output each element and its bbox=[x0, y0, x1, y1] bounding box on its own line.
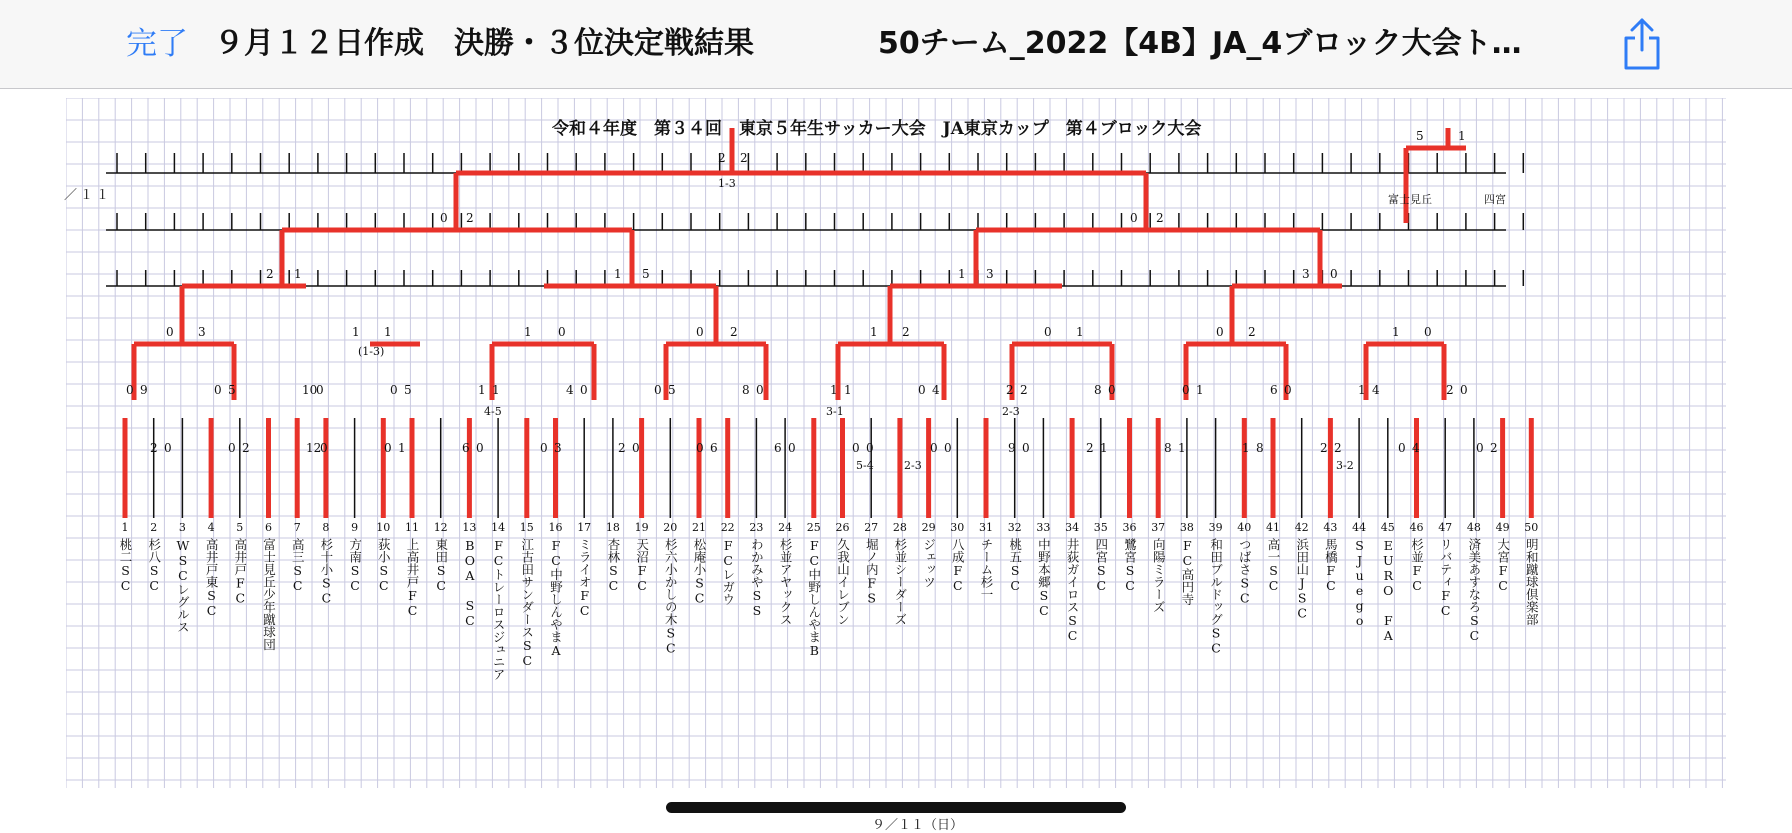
team-name: BOA SC bbox=[462, 538, 478, 628]
team-number: 19 bbox=[634, 521, 649, 534]
team-entry bbox=[232, 521, 248, 606]
round32-score: 6 bbox=[1270, 383, 1278, 397]
round32-score: 4 bbox=[1372, 383, 1380, 397]
third-place-team: 富士見丘 bbox=[1388, 193, 1432, 206]
team-entry bbox=[1495, 521, 1511, 593]
team-number: 44 bbox=[1352, 521, 1367, 534]
semifinal-score: 2 bbox=[466, 211, 474, 225]
round32-score: 0 bbox=[654, 383, 662, 397]
team-number: 4 bbox=[207, 521, 215, 534]
round64-score: 0 bbox=[384, 441, 392, 455]
team-name: FC中野しんやまB bbox=[806, 538, 822, 658]
team-entry bbox=[1294, 521, 1310, 621]
team-entry bbox=[1179, 521, 1195, 606]
team-name: 杉十小SC bbox=[318, 538, 334, 606]
quarterfinal-score: 1 bbox=[294, 267, 302, 281]
round16-pk: (1-3) bbox=[358, 345, 385, 358]
team-number: 38 bbox=[1179, 521, 1194, 534]
team-number: 46 bbox=[1409, 521, 1424, 534]
team-entry bbox=[519, 521, 535, 668]
final-score-right: 2 bbox=[740, 151, 748, 165]
round32-score: 8 bbox=[742, 383, 750, 397]
team-number: 27 bbox=[864, 521, 879, 534]
quarterfinal-score: 0 bbox=[1330, 267, 1338, 281]
team-name: 八成FC bbox=[950, 538, 966, 593]
team-name: 杉並アヤックス bbox=[778, 538, 794, 626]
round64-score: 3 bbox=[554, 441, 562, 455]
team-name: 済美あすなろSC bbox=[1466, 538, 1482, 643]
team-name: 富士見丘少年蹴球団 bbox=[261, 538, 277, 651]
team-entry bbox=[1236, 521, 1252, 606]
final-pk-score: 1-3 bbox=[718, 177, 736, 190]
share-button[interactable] bbox=[1618, 16, 1666, 72]
round16-score: 1 bbox=[524, 325, 532, 339]
team-entry bbox=[576, 521, 592, 618]
team-entry bbox=[748, 521, 764, 618]
team-entry bbox=[921, 521, 937, 588]
scroll-indicator[interactable] bbox=[666, 802, 1126, 813]
round64-score: 2 bbox=[1490, 441, 1498, 455]
quarterfinal-score: 3 bbox=[986, 267, 994, 281]
team-entry bbox=[203, 521, 219, 618]
round64-pk: 3-2 bbox=[1336, 459, 1354, 472]
round64-pk: 5-4 bbox=[856, 459, 874, 472]
round64-score: 0 bbox=[164, 441, 172, 455]
round64-pk: 2-3 bbox=[904, 459, 922, 472]
date-label-bottom: ９／１１（日） bbox=[872, 818, 964, 833]
quarterfinal-score: 1 bbox=[958, 267, 966, 281]
round64-score: 1 bbox=[1242, 441, 1250, 455]
round64-score: 1 bbox=[1178, 441, 1186, 455]
round32-score: 2 bbox=[1020, 383, 1028, 397]
team-entry bbox=[117, 521, 133, 593]
team-entry bbox=[1380, 521, 1396, 643]
team-name: 向陽ミラーズ bbox=[1151, 538, 1167, 613]
round64-score: 8 bbox=[1256, 441, 1264, 455]
quarterfinal-score: 5 bbox=[642, 267, 650, 281]
team-name: 高井戸FC bbox=[232, 538, 248, 606]
team-entry bbox=[1007, 521, 1023, 593]
team-name: 鷺宮SC bbox=[1122, 538, 1138, 593]
team-entry bbox=[835, 521, 851, 626]
round32-score: 0 bbox=[316, 383, 324, 397]
team-entry bbox=[1322, 521, 1338, 593]
team-number: 50 bbox=[1524, 521, 1539, 534]
round64-score: 0 bbox=[788, 441, 796, 455]
team-number: 25 bbox=[806, 521, 821, 534]
round16-score: 2 bbox=[1248, 325, 1256, 339]
round16-score: 1 bbox=[1392, 325, 1400, 339]
team-number: 11 bbox=[405, 521, 419, 534]
team-number: 8 bbox=[322, 521, 330, 534]
round32-score: 5 bbox=[668, 383, 676, 397]
round32-score: 4 bbox=[566, 383, 574, 397]
team-number: 32 bbox=[1007, 521, 1022, 534]
team-name: 浜田山JSC bbox=[1294, 538, 1310, 621]
round64-score: 2 bbox=[150, 441, 158, 455]
team-name: 荻小SC bbox=[376, 538, 392, 593]
team-number: 48 bbox=[1466, 521, 1481, 534]
round32-score: 0 bbox=[1284, 383, 1292, 397]
team-entry bbox=[949, 521, 965, 593]
toolbar bbox=[0, 0, 1792, 89]
round64-score: 2 bbox=[1334, 441, 1342, 455]
team-entry bbox=[978, 521, 994, 601]
team-number: 34 bbox=[1065, 521, 1080, 534]
team-entry bbox=[1035, 521, 1051, 618]
team-name: 杉並FC bbox=[1409, 538, 1425, 593]
team-name: 和田ブルドッグSC bbox=[1208, 538, 1224, 656]
team-entry bbox=[174, 521, 190, 633]
team-name: 桃五SC bbox=[1007, 538, 1023, 593]
round16-score: 3 bbox=[198, 325, 206, 339]
team-name: つばさSC bbox=[1237, 538, 1253, 606]
team-number: 7 bbox=[293, 521, 301, 534]
team-number: 30 bbox=[950, 521, 965, 534]
round32-score: 1 bbox=[492, 383, 500, 397]
round32-score: 5 bbox=[228, 383, 236, 397]
round64-score: 2 bbox=[1320, 441, 1328, 455]
round32-score: 10 bbox=[302, 383, 318, 397]
team-entry bbox=[1122, 521, 1138, 593]
round32-score: 0 bbox=[1108, 383, 1116, 397]
round16-score: 1 bbox=[352, 325, 360, 339]
team-number: 26 bbox=[835, 521, 850, 534]
team-name: SJuego bbox=[1352, 538, 1368, 628]
round64-score: 6 bbox=[774, 441, 782, 455]
team-name: 松庵小SC bbox=[692, 538, 707, 606]
team-name: 江古田サンダースSC bbox=[519, 538, 535, 668]
round32-pk: 3-1 bbox=[826, 405, 844, 418]
team-name: ジェッツ bbox=[921, 538, 937, 588]
quarterfinal-score: 2 bbox=[266, 267, 274, 281]
team-number: 37 bbox=[1151, 521, 1166, 534]
team-entry bbox=[892, 521, 908, 626]
team-number: 20 bbox=[663, 521, 678, 534]
team-entry bbox=[1064, 521, 1080, 643]
bracket-sheet bbox=[64, 98, 1726, 833]
quarterfinal-score: 3 bbox=[1302, 267, 1310, 281]
round64-score: 8 bbox=[1164, 441, 1172, 455]
team-name: 天沼FC bbox=[634, 538, 650, 593]
team-number: 40 bbox=[1237, 521, 1252, 534]
team-name: 東田SC bbox=[433, 538, 449, 593]
final-score-left: 2 bbox=[718, 151, 726, 165]
team-number: 5 bbox=[236, 521, 244, 534]
team-number: 42 bbox=[1294, 521, 1309, 534]
round64-score: 0 bbox=[1476, 441, 1484, 455]
round64-score: 0 bbox=[930, 441, 938, 455]
round16-score: 0 bbox=[1044, 325, 1052, 339]
team-number: 41 bbox=[1266, 521, 1280, 534]
team-name: リバティFC bbox=[1438, 538, 1454, 618]
team-name: 杏林SC bbox=[605, 538, 621, 593]
file-title: 50チーム_2022【4B】JA_4ブロック大会ト… bbox=[878, 26, 1522, 61]
team-entry bbox=[691, 521, 707, 606]
team-entry bbox=[1208, 521, 1224, 656]
third-place-score: 1 bbox=[1458, 129, 1466, 143]
team-number: 29 bbox=[921, 521, 936, 534]
team-name: 高三SC bbox=[290, 538, 306, 593]
team-number: 45 bbox=[1380, 521, 1395, 534]
semifinal-score: 2 bbox=[1156, 211, 1164, 225]
team-entry bbox=[461, 521, 477, 628]
round64-score: 0 bbox=[476, 441, 484, 455]
team-number: 35 bbox=[1093, 521, 1108, 534]
team-number: 14 bbox=[491, 521, 506, 534]
team-entry bbox=[261, 521, 277, 651]
round32-score: 1 bbox=[1358, 383, 1366, 397]
team-entry bbox=[1523, 521, 1539, 626]
round32-score: 1 bbox=[478, 383, 486, 397]
team-entry bbox=[1466, 521, 1482, 643]
team-number: 17 bbox=[577, 521, 592, 534]
team-number: 10 bbox=[376, 521, 391, 534]
document-title: ９月１２日作成 決勝・３位決定戦結果 bbox=[214, 26, 754, 61]
team-number: 31 bbox=[979, 521, 993, 534]
round64-score: 12 bbox=[306, 441, 322, 455]
round32-score: 8 bbox=[1094, 383, 1102, 397]
done-button[interactable]: 完了 bbox=[126, 26, 188, 62]
team-entry bbox=[146, 521, 162, 593]
round32-score: 0 bbox=[214, 383, 222, 397]
round32-score: 9 bbox=[140, 383, 148, 397]
third-place-team: 四宮 bbox=[1484, 193, 1506, 206]
team-number: 18 bbox=[605, 521, 620, 534]
team-entry bbox=[662, 521, 678, 656]
round16-score: 0 bbox=[1424, 325, 1432, 339]
round32-score: 4 bbox=[932, 383, 940, 397]
team-name: 高一SC bbox=[1266, 538, 1281, 593]
team-name: 馬橋FC bbox=[1323, 538, 1339, 593]
round64-score: 4 bbox=[1412, 441, 1420, 455]
team-entry bbox=[777, 521, 793, 626]
team-name: EURO FA bbox=[1380, 538, 1396, 643]
team-number: 23 bbox=[749, 521, 764, 534]
team-name: 中野本郷SC bbox=[1036, 538, 1052, 618]
team-number: 6 bbox=[265, 521, 272, 534]
team-name: ミライオFC bbox=[577, 538, 593, 618]
round16-score: 1 bbox=[384, 325, 392, 339]
round64-score: 0 bbox=[228, 441, 236, 455]
team-entry bbox=[548, 521, 564, 658]
round64-score: 6 bbox=[710, 441, 718, 455]
semifinal-score: 0 bbox=[440, 211, 448, 225]
team-name: 久我山イレブン bbox=[835, 538, 851, 626]
round16-score: 0 bbox=[558, 325, 566, 339]
round32-score: 0 bbox=[1182, 383, 1190, 397]
team-number: 15 bbox=[519, 521, 534, 534]
round64-score: 0 bbox=[632, 441, 640, 455]
team-entry bbox=[375, 521, 391, 593]
team-entry bbox=[318, 521, 334, 606]
team-name: FCトレーロスジュニア bbox=[491, 538, 507, 681]
team-name: 杉並シーダーズ bbox=[892, 538, 908, 626]
team-entry bbox=[347, 521, 363, 593]
team-number: 39 bbox=[1208, 521, 1223, 534]
team-number: 49 bbox=[1495, 521, 1510, 534]
team-number: 13 bbox=[462, 521, 477, 534]
quarterfinal-score: 1 bbox=[614, 267, 622, 281]
team-name: 明和蹴球倶楽部 bbox=[1524, 538, 1540, 626]
team-name: 上高井戸FC bbox=[405, 538, 420, 618]
round16-score: 0 bbox=[696, 325, 704, 339]
team-number: 16 bbox=[548, 521, 563, 534]
team-number: 12 bbox=[433, 521, 448, 534]
round32-score: 0 bbox=[580, 383, 588, 397]
round64-score: 0 bbox=[1022, 441, 1030, 455]
team-name: 井荻ガイロスSC bbox=[1065, 538, 1081, 643]
round16-score: 0 bbox=[166, 325, 174, 339]
team-entry bbox=[1093, 521, 1109, 593]
round64-score: 0 bbox=[1398, 441, 1406, 455]
round32-score: 0 bbox=[126, 383, 134, 397]
team-name: わかみやSS bbox=[749, 538, 765, 618]
team-number: 47 bbox=[1438, 521, 1453, 534]
round16-score: 2 bbox=[730, 325, 738, 339]
team-entry bbox=[490, 521, 506, 681]
team-entry bbox=[404, 521, 420, 618]
round32-score: 2 bbox=[1446, 383, 1454, 397]
team-entry bbox=[1150, 521, 1166, 613]
round32-score: 1 bbox=[830, 383, 838, 397]
third-place-score: 5 bbox=[1416, 129, 1424, 143]
round64-score: 1 bbox=[398, 441, 406, 455]
team-number: 36 bbox=[1122, 521, 1137, 534]
team-name: チーム杉一 bbox=[979, 538, 994, 601]
team-number: 2 bbox=[150, 521, 158, 534]
team-number: 1 bbox=[121, 521, 129, 534]
round64-score: 2 bbox=[242, 441, 250, 455]
team-entry bbox=[1409, 521, 1425, 593]
share-icon bbox=[1618, 16, 1666, 72]
round16-score: 2 bbox=[902, 325, 910, 339]
sheet-title: 令和４年度 第３４回 東京５年生サッカー大会 JA東京カップ 第４ブロック大会 bbox=[552, 119, 1202, 139]
team-entry bbox=[433, 521, 449, 593]
round64-score: 9 bbox=[1008, 441, 1016, 455]
team-number: 33 bbox=[1036, 521, 1051, 534]
team-name: 堀ノ内FS bbox=[864, 538, 880, 606]
date-label-left: ／１１ bbox=[64, 188, 113, 203]
team-name: FCレガウ bbox=[720, 538, 736, 606]
round64-score: 2 bbox=[1086, 441, 1094, 455]
team-name: 高井戸東SC bbox=[204, 538, 220, 618]
round64-score: 2 bbox=[618, 441, 626, 455]
round16-score: 1 bbox=[1076, 325, 1084, 339]
round32-pk: 4-5 bbox=[484, 405, 502, 418]
team-entry bbox=[720, 521, 736, 606]
round32-score: 0 bbox=[756, 383, 764, 397]
team-name: 四宮SC bbox=[1093, 538, 1109, 593]
round32-score: 5 bbox=[404, 383, 412, 397]
semifinal-score: 0 bbox=[1130, 211, 1138, 225]
tournament-bracket bbox=[66, 98, 1726, 828]
team-number: 22 bbox=[720, 521, 735, 534]
round64-score: 0 bbox=[866, 441, 874, 455]
team-entry bbox=[1437, 521, 1453, 618]
team-entry bbox=[605, 521, 621, 593]
round32-score: 2 bbox=[1006, 383, 1014, 397]
round32-score: 0 bbox=[390, 383, 398, 397]
round64-score: 6 bbox=[462, 441, 470, 455]
round64-score: 0 bbox=[696, 441, 704, 455]
team-name: WSCレグルス bbox=[175, 538, 191, 633]
round64-score: 0 bbox=[320, 441, 328, 455]
team-number: 24 bbox=[778, 521, 793, 534]
team-name: FC中野しんやまA bbox=[548, 538, 564, 658]
round64-score: 0 bbox=[944, 441, 952, 455]
round16-score: 0 bbox=[1216, 325, 1224, 339]
team-name: 杉六小かしの木SC bbox=[663, 538, 679, 656]
team-entry bbox=[806, 521, 822, 658]
team-number: 21 bbox=[692, 521, 706, 534]
team-name: 大宮FC bbox=[1495, 538, 1511, 593]
team-name: 桃二SC bbox=[118, 538, 133, 593]
round32-score: 0 bbox=[1460, 383, 1468, 397]
team-number: 43 bbox=[1323, 521, 1338, 534]
team-entry bbox=[1351, 521, 1367, 628]
team-number: 3 bbox=[178, 521, 186, 534]
round16-score: 1 bbox=[870, 325, 878, 339]
round32-score: 0 bbox=[918, 383, 926, 397]
round32-score: 1 bbox=[844, 383, 852, 397]
round64-score: 1 bbox=[1100, 441, 1108, 455]
round32-score: 1 bbox=[1196, 383, 1204, 397]
team-number: 28 bbox=[892, 521, 907, 534]
team-number: 9 bbox=[351, 521, 359, 534]
team-name: 杉八SC bbox=[146, 538, 162, 593]
round32-pk: 2-3 bbox=[1002, 405, 1020, 418]
team-name: 方南SC bbox=[347, 538, 363, 593]
team-entry bbox=[289, 521, 305, 593]
team-entry bbox=[634, 521, 650, 593]
team-name: FC高円寺 bbox=[1179, 538, 1195, 606]
round64-score: 0 bbox=[540, 441, 548, 455]
round64-score: 0 bbox=[852, 441, 860, 455]
team-entry bbox=[863, 521, 879, 606]
team-entry bbox=[1265, 521, 1281, 593]
